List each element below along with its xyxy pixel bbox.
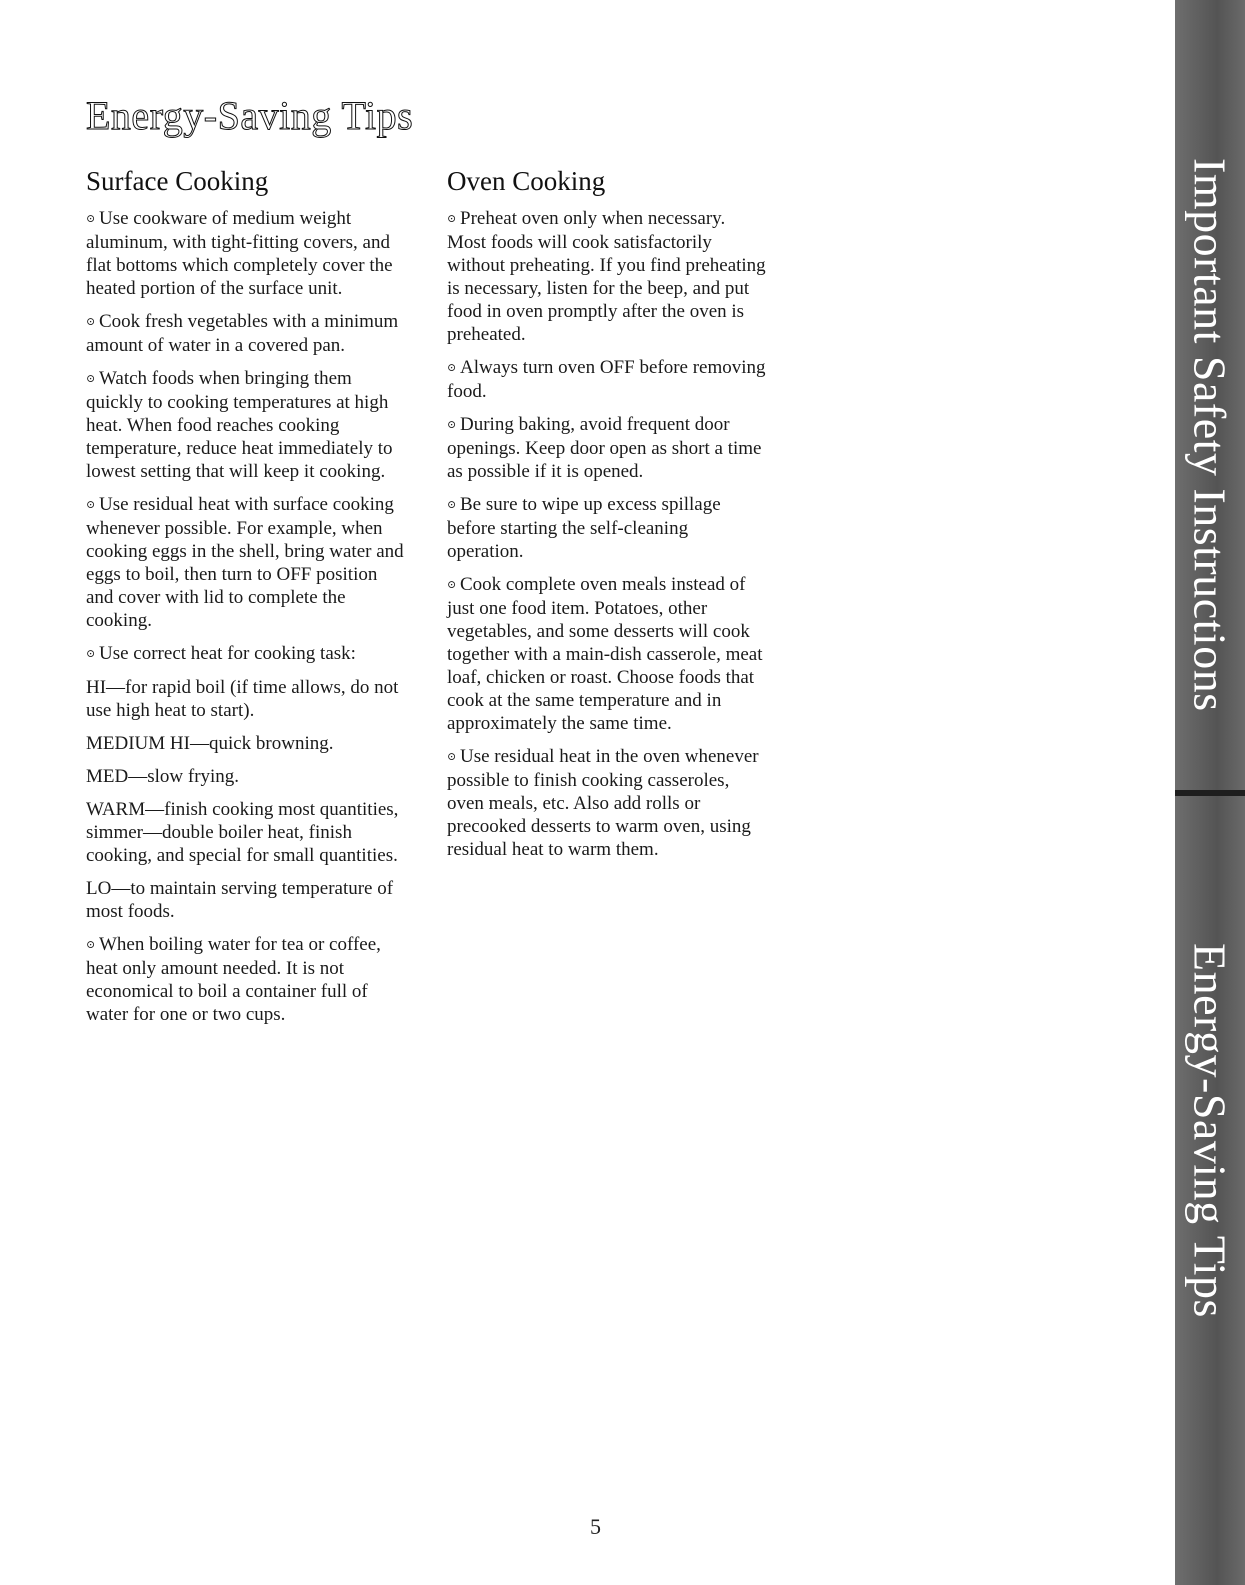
tip-paragraph: ⊙ Cook complete oven meals instead of just one food item. Potatoes, other vegetables, and some desserts will cook together with a main-dish casserole, meat loaf, chicken or roast. Choose foods that cook at the same temperature and in approximately the same time. — [447, 574, 763, 734]
tab-label: Energy-Saving Tips — [1184, 943, 1236, 1318]
page-number: 5 — [590, 1514, 601, 1539]
bullet-icon: ⊙ — [86, 648, 96, 660]
oven-cooking-column — [447, 166, 767, 871]
tip-paragraph: ⊙ Use correct heat for cooking task: — [86, 643, 356, 664]
heat-setting-med: MED—slow frying. — [86, 766, 240, 787]
tab-important-safety-instructions[interactable] — [1175, 0, 1245, 790]
bullet-icon: ⊙ — [86, 316, 96, 328]
tip-paragraph: ⊙ Use residual heat with surface cooking whenever possible. For example, when cooking eggs in the shell, bring water and eggs to boil, then turn to OFF position and cover with lid to complete the cooking. — [86, 494, 404, 631]
tip-paragraph: ⊙ Always turn oven OFF before removing food. — [447, 357, 766, 402]
heat-setting-warm: WARM—finish cooking most quantities, simmer—double boiler heat, finish cooking, and special for small quantities. — [86, 799, 399, 866]
bullet-icon: ⊙ — [86, 499, 96, 511]
bullet-icon: ⊙ — [447, 213, 457, 225]
heat-setting-hi: HI—for rapid boil (if time allows, do not use high heat to start). — [86, 677, 399, 721]
bullet-icon: ⊙ — [86, 373, 96, 385]
tip-paragraph: ⊙ Use cookware of medium weight aluminum, with tight-fitting covers, and flat bottoms which completely cover the heated portion of the surface unit. — [86, 208, 393, 299]
tip-paragraph: ⊙ Watch foods when bringing them quickly to cooking temperatures at high heat. When food reaches cooking temperature, reduce heat immediately to lowest setting that will keep it cooking. — [86, 368, 393, 482]
tip-paragraph: ⊙ When boiling water for tea or coffee, heat only amount needed. It is not economical to boil a container full of water for one or two cups. — [86, 934, 381, 1025]
heat-setting-lo: LO—to maintain serving temperature of most foods. — [86, 878, 394, 922]
bullet-icon: ⊙ — [86, 213, 96, 225]
surface-cooking-heading: Surface Cooking — [86, 166, 269, 196]
page-title: Energy-Saving Tips — [86, 93, 414, 138]
bullet-icon: ⊙ — [86, 939, 96, 951]
tip-paragraph: ⊙ Cook fresh vegetables with a minimum amount of water in a covered pan. — [86, 311, 399, 356]
bullet-icon: ⊙ — [447, 751, 457, 763]
tab-energy-saving-tips[interactable] — [1175, 796, 1245, 1585]
tip-paragraph: ⊙ Preheat oven only when necessary. Most foods will cook satisfactorily without preheating. If you find preheating is necessary, listen for the beep, and put food in oven promptly after the oven is preheated. — [447, 208, 766, 345]
tip-paragraph: ⊙ Use residual heat in the oven whenever possible to finish cooking casseroles, oven meals, etc. Also add rolls or precooked desserts to warm oven, using residual heat to warm them. — [447, 746, 759, 860]
bullet-icon: ⊙ — [447, 499, 457, 511]
bullet-icon: ⊙ — [447, 362, 457, 374]
oven-cooking-heading: Oven Cooking — [447, 166, 606, 196]
heat-setting-medium-hi: MEDIUM HI—quick browning. — [86, 733, 334, 754]
tab-label: Important Safety Instructions — [1184, 158, 1236, 712]
tip-paragraph: ⊙ Be sure to wipe up excess spillage before starting the self-cleaning operation. — [447, 494, 721, 562]
tip-paragraph: ⊙ During baking, avoid frequent door openings. Keep door open as short a time as possible if it is opened. — [447, 414, 762, 482]
surface-cooking-column — [86, 166, 406, 1036]
bullet-icon: ⊙ — [447, 579, 457, 591]
bullet-icon: ⊙ — [447, 419, 457, 431]
